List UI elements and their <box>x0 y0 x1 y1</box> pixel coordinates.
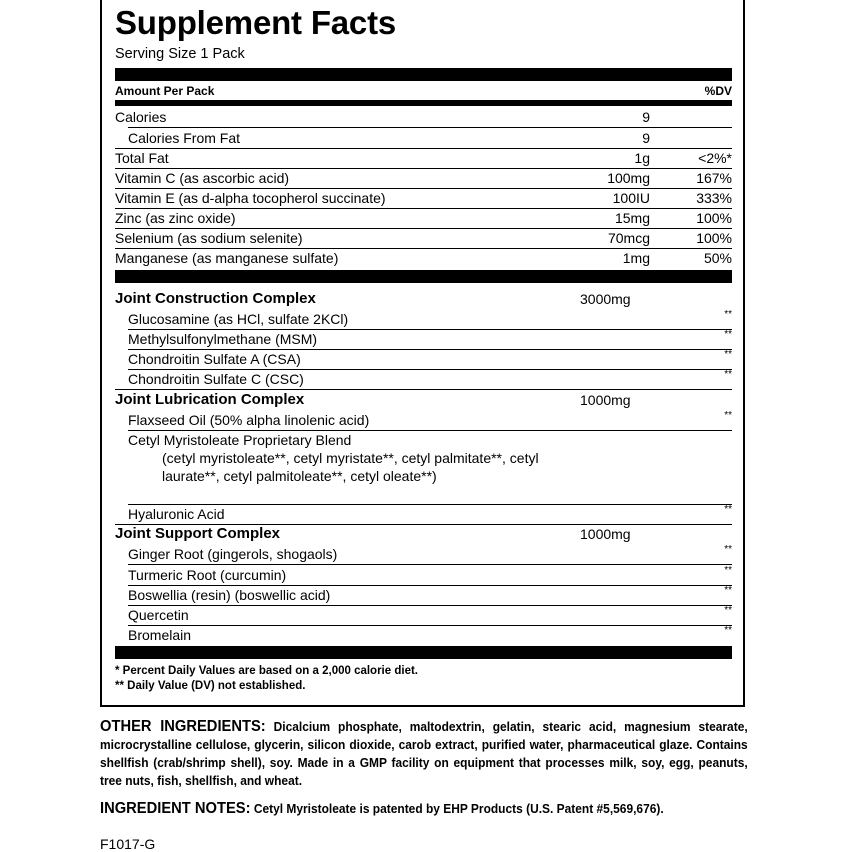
amount-per-pack-label: Amount Per Pack <box>115 84 215 98</box>
ingredient-name: Chondroitin Sulfate A (CSA) <box>128 351 301 367</box>
ingredient-row <box>115 605 732 625</box>
nutrient-row <box>115 188 732 208</box>
ingredient-name: Hyaluronic Acid <box>128 506 225 522</box>
thick-divider <box>115 646 732 659</box>
ingredient-row <box>115 544 732 564</box>
supplement-facts-panel <box>100 0 745 707</box>
complex-header <box>115 289 732 309</box>
nutrient-name: Vitamin E (as d-alpha tocopherol succinate) <box>115 190 386 206</box>
ingredient-row <box>115 625 732 645</box>
ingredient-notes-label: INGREDIENT NOTES: <box>100 800 251 817</box>
ingredient-row <box>115 349 732 369</box>
nutrient-dv: <2%* <box>698 150 732 166</box>
ingredient-dv: ** <box>724 410 732 421</box>
dv-header-label: %DV <box>704 84 732 98</box>
proprietary-blend <box>128 431 578 485</box>
other-ingredients-label: OTHER INGREDIENTS: <box>100 718 266 735</box>
ingredient-name: Turmeric Root (curcumin) <box>128 567 287 583</box>
serving-size: Serving Size 1 Pack <box>115 46 245 62</box>
nutrient-amount: 1g <box>634 150 650 166</box>
ingredient-dv: ** <box>724 565 732 576</box>
footnote-percent-dv: * Percent Daily Values are based on a 2,000 calorie diet. <box>115 665 418 677</box>
other-ingredients-text: Dicalcium phosphate, maltodextrin, gelatin, stearic acid, magnesium stearate, microcrystalline cellulose, glycerin, silicon dioxide, carob extract, purified water, pharmaceutical glaze. Contains shellfish (crab/shrimp shell), soy. Made in a GMP facility on equipment that processes milk, soy, egg, peanuts, tree nuts, fish, shellfish, and wheat. <box>100 719 748 788</box>
ingredient-dv: ** <box>724 369 732 380</box>
ingredient-name: Bromelain <box>128 627 192 643</box>
amount-header-row <box>115 82 732 100</box>
nutrient-row <box>115 168 732 188</box>
complex-name: Joint Lubrication Complex <box>115 391 305 408</box>
ingredient-notes-text: Cetyl Myristoleate is patented by EHP Products (U.S. Patent #5,569,676). <box>253 801 664 816</box>
ingredient-dv: ** <box>724 504 732 515</box>
ingredient-name: Ginger Root (gingerols, shogaols) <box>128 546 338 562</box>
nutrient-dv: 50% <box>703 250 732 266</box>
other-ingredients <box>100 718 748 790</box>
nutrient-row <box>115 228 732 248</box>
nutrient-dv: 333% <box>696 190 732 206</box>
ingredient-row <box>115 565 732 585</box>
ingredient-name: Boswellia (resin) (boswellic acid) <box>128 587 331 603</box>
thick-divider <box>115 270 732 283</box>
ingredient-notes <box>100 800 664 818</box>
ingredient-name: Flaxseed Oil (50% alpha linolenic acid) <box>128 412 370 428</box>
nutrient-amount: 100mg <box>607 170 650 186</box>
nutrient-dv: 100% <box>696 210 732 226</box>
ingredient-row <box>115 309 732 329</box>
thick-divider <box>115 68 732 81</box>
ingredient-name: Quercetin <box>128 607 189 623</box>
nutrient-row <box>115 128 732 148</box>
ingredient-dv: ** <box>724 625 732 636</box>
nutrient-amount: 9 <box>642 130 650 146</box>
ingredient-row <box>115 410 732 430</box>
nutrient-row <box>115 248 732 268</box>
complex-name: Joint Support Complex <box>115 525 280 542</box>
complex-amount: 1000mg <box>580 392 631 408</box>
nutrient-amount: 100IU <box>612 190 650 206</box>
nutrient-name: Vitamin C (as ascorbic acid) <box>115 170 290 186</box>
nutrient-name: Total Fat <box>115 150 169 166</box>
medium-divider <box>115 100 732 106</box>
nutrient-row <box>115 208 732 228</box>
nutrient-amount: 9 <box>642 109 650 125</box>
blend-detail: (cetyl myristoleate**, cetyl myristate**, cetyl palmitate**, cetyl laurate**, cetyl palmitoleate**, cetyl oleate**) <box>162 450 539 484</box>
ingredient-dv: ** <box>724 585 732 596</box>
ingredient-dv: ** <box>724 349 732 360</box>
product-code: F1017-G <box>100 836 156 852</box>
ingredient-dv: ** <box>724 605 732 616</box>
ingredient-name: Methylsulfonylmethane (MSM) <box>128 331 318 347</box>
ingredient-dv: ** <box>724 544 732 555</box>
footnote-dv-not-established: ** Daily Value (DV) not established. <box>115 680 306 692</box>
complex-name: Joint Construction Complex <box>115 290 316 307</box>
ingredient-row <box>115 329 732 349</box>
nutrient-amount: 1mg <box>622 250 650 266</box>
nutrient-name: Manganese (as manganese sulfate) <box>115 250 339 266</box>
ingredient-name: Chondroitin Sulfate C (CSC) <box>128 371 304 387</box>
ingredient-row <box>115 504 732 524</box>
ingredient-dv: ** <box>724 309 732 320</box>
nutrient-name: Zinc (as zinc oxide) <box>115 210 236 226</box>
complex-amount: 1000mg <box>580 526 631 542</box>
nutrient-name: Calories From Fat <box>128 130 241 146</box>
nutrient-amount: 70mcg <box>607 230 650 246</box>
nutrient-amount: 15mg <box>614 210 650 226</box>
ingredient-dv: ** <box>724 329 732 340</box>
complex-header <box>115 524 732 544</box>
nutrient-row <box>115 148 732 168</box>
nutrient-dv: 100% <box>696 230 732 246</box>
nutrient-name: Calories <box>115 109 167 125</box>
complex-amount: 3000mg <box>580 291 631 307</box>
complex-header <box>115 390 732 410</box>
nutrient-name: Selenium (as sodium selenite) <box>115 230 303 246</box>
ingredient-row <box>115 369 732 389</box>
nutrient-row <box>115 107 732 127</box>
ingredient-name: Glucosamine (as HCl, sulfate 2KCl) <box>128 311 349 327</box>
blend-name: Cetyl Myristoleate Proprietary Blend <box>128 432 352 448</box>
nutrient-dv: 167% <box>696 170 732 186</box>
panel-title: Supplement Facts <box>115 4 397 41</box>
ingredient-row <box>115 585 732 605</box>
